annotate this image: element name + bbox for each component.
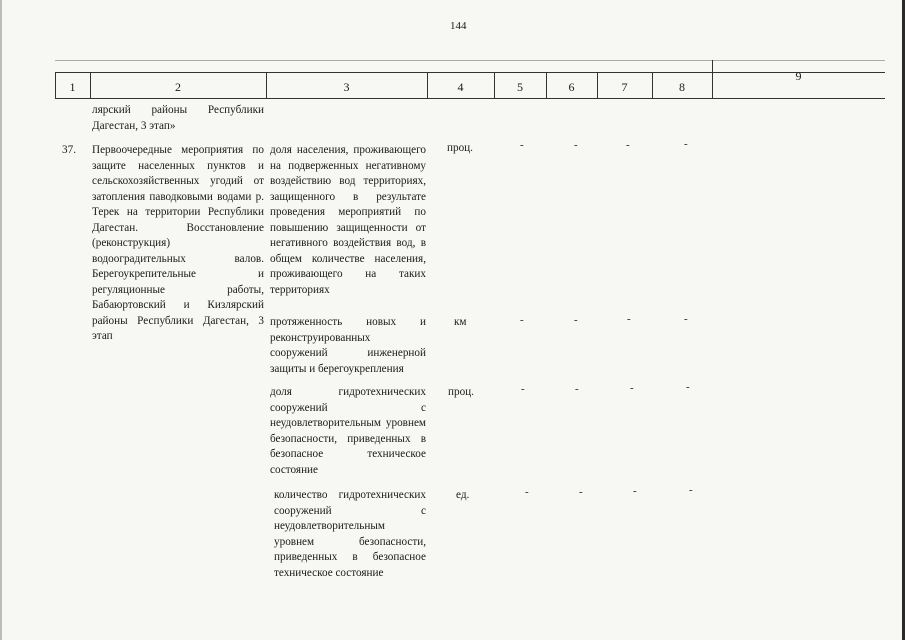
value-col-6: -: [574, 139, 578, 151]
indicator-text: доля населения, проживающего на подверженных негативному воздействию вод территориях, защищенного в результате проведения мероприятий по повышению защищенности от негативного воздействия вод, в общем количестве населения, проживающего на таких территориях: [270, 144, 426, 296]
header-col-5: 5: [517, 80, 523, 94]
continuation-text: лярский районы Республики Дагестан, 3 этап»: [92, 104, 264, 132]
value-col-7: -: [626, 139, 630, 151]
indicator-text: количество гидротехнических сооружений с неудовлетворительным уровнем безопасности, приведенных в безопасное техническое состояние: [274, 489, 426, 579]
indicator-text: доля гидротехнических сооружений с неудовлетворительным уровнем безопасности, приведенных в безопасное техническое состояние: [270, 386, 426, 476]
value-col-8: -: [686, 381, 690, 393]
header-col-1: 1: [69, 80, 76, 94]
header-col-2: 2: [175, 80, 181, 94]
indicator-text: протяженность новых и реконструированных сооружений инженерной защиты и берегоукрепления: [270, 316, 426, 375]
indicator-unit: ед.: [456, 489, 470, 501]
value-col-6: -: [574, 314, 578, 326]
value-col-5: -: [520, 314, 524, 326]
row-number: 37.: [62, 144, 76, 156]
indicator-unit: проц.: [448, 386, 474, 398]
value-col-7: -: [627, 313, 631, 325]
header-col-4: 4: [457, 80, 464, 94]
scan-edge-left: [0, 0, 2, 640]
value-col-8: -: [684, 138, 688, 150]
header-col-9: 9: [795, 69, 802, 83]
value-col-8: -: [684, 313, 688, 325]
value-col-5: -: [520, 139, 524, 151]
value-col-6: -: [575, 383, 579, 395]
header-col-7: 7: [621, 80, 628, 94]
header-col-6: 6: [568, 80, 575, 94]
value-col-8: -: [689, 484, 693, 496]
value-col-6: -: [579, 486, 583, 498]
header-faint-rule: [55, 60, 885, 61]
value-col-5: -: [525, 486, 529, 498]
header-bottom-rule: [55, 98, 885, 99]
measure-description: Первоочередные мероприятия по защите населенных пунктов и сельскохозяйственных угодий от затопления паводковыми водами р. Терек на территории Республики Дагестан. Восстановление (реконструкция) водооградительных валов. Берегоукрепительные и регуляционные работы, Бабаюртовский и Кизлярский районы Республики Дагестан, 3 этап: [92, 144, 264, 342]
page-number: 144: [450, 20, 467, 32]
value-col-7: -: [633, 485, 637, 497]
indicator-unit: проц.: [447, 142, 473, 154]
value-col-5: -: [521, 383, 525, 395]
indicator-unit: км: [454, 316, 467, 328]
value-col-7: -: [630, 382, 634, 394]
header-col-8: 8: [679, 80, 685, 94]
header-col-3: 3: [343, 80, 350, 94]
